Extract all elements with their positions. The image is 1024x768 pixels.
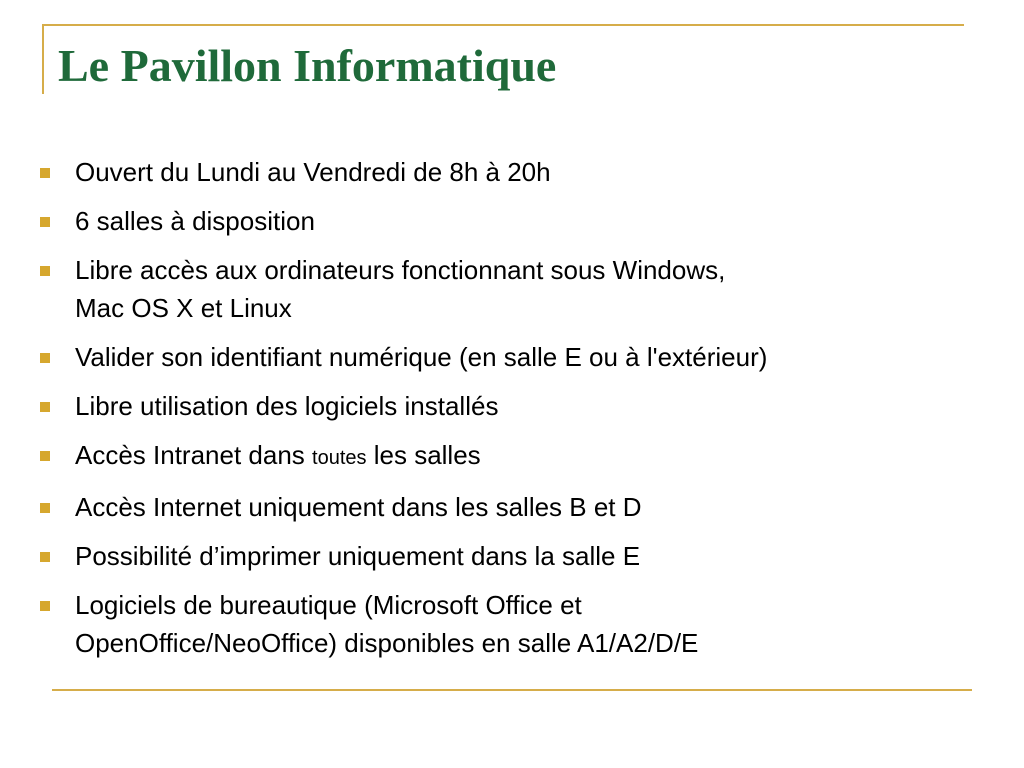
bullet-text-before: Accès Intranet dans (75, 440, 313, 470)
square-bullet-icon (40, 451, 50, 461)
square-bullet-icon (40, 168, 50, 178)
bullet-text: Ouvert du Lundi au Vendredi de 8h à 20h (75, 157, 551, 187)
frame-left-line (42, 24, 44, 94)
slide-title: Le Pavillon Informatique (58, 40, 557, 91)
bullet-list (34, 153, 1004, 673)
bullet-item (34, 436, 1004, 477)
frame-top-line (42, 24, 964, 26)
bullet-item (34, 537, 1004, 575)
bullet-item (34, 202, 1004, 240)
bullet-item (34, 586, 1004, 662)
frame-bottom-line (52, 689, 972, 691)
bullet-item (34, 153, 1004, 191)
square-bullet-icon (40, 217, 50, 227)
bullet-item (34, 338, 1004, 376)
bullet-text-line-2: OpenOffice/NeoOffice) disponibles en salle A1/A2/D/E (75, 628, 699, 658)
bullet-text-small: toutes (312, 447, 367, 469)
bullet-text-line-1: Libre accès aux ordinateurs fonctionnant sous Windows, (75, 255, 726, 285)
bullet-text: Accès Internet uniquement dans les salles B et D (75, 492, 642, 522)
square-bullet-icon (40, 552, 50, 562)
bullet-text-line-1: Logiciels de bureautique (Microsoft Office et (75, 590, 582, 620)
bullet-text: Possibilité d’imprimer uniquement dans la salle E (75, 541, 641, 571)
bullet-text-line-2: Mac OS X et Linux (75, 293, 292, 323)
square-bullet-icon (40, 601, 50, 611)
square-bullet-icon (40, 402, 50, 412)
square-bullet-icon (40, 266, 50, 276)
bullet-text-after: les salles (366, 440, 481, 470)
bullet-text: Libre utilisation des logiciels installés (75, 391, 499, 421)
bullet-text: 6 salles à disposition (75, 206, 315, 236)
bullet-item (34, 251, 1004, 327)
bullet-item (34, 488, 1004, 526)
square-bullet-icon (40, 503, 50, 513)
bullet-text: Valider son identifiant numérique (en salle E ou à l'extérieur) (75, 342, 768, 372)
square-bullet-icon (40, 353, 50, 363)
bullet-item (34, 387, 1004, 425)
